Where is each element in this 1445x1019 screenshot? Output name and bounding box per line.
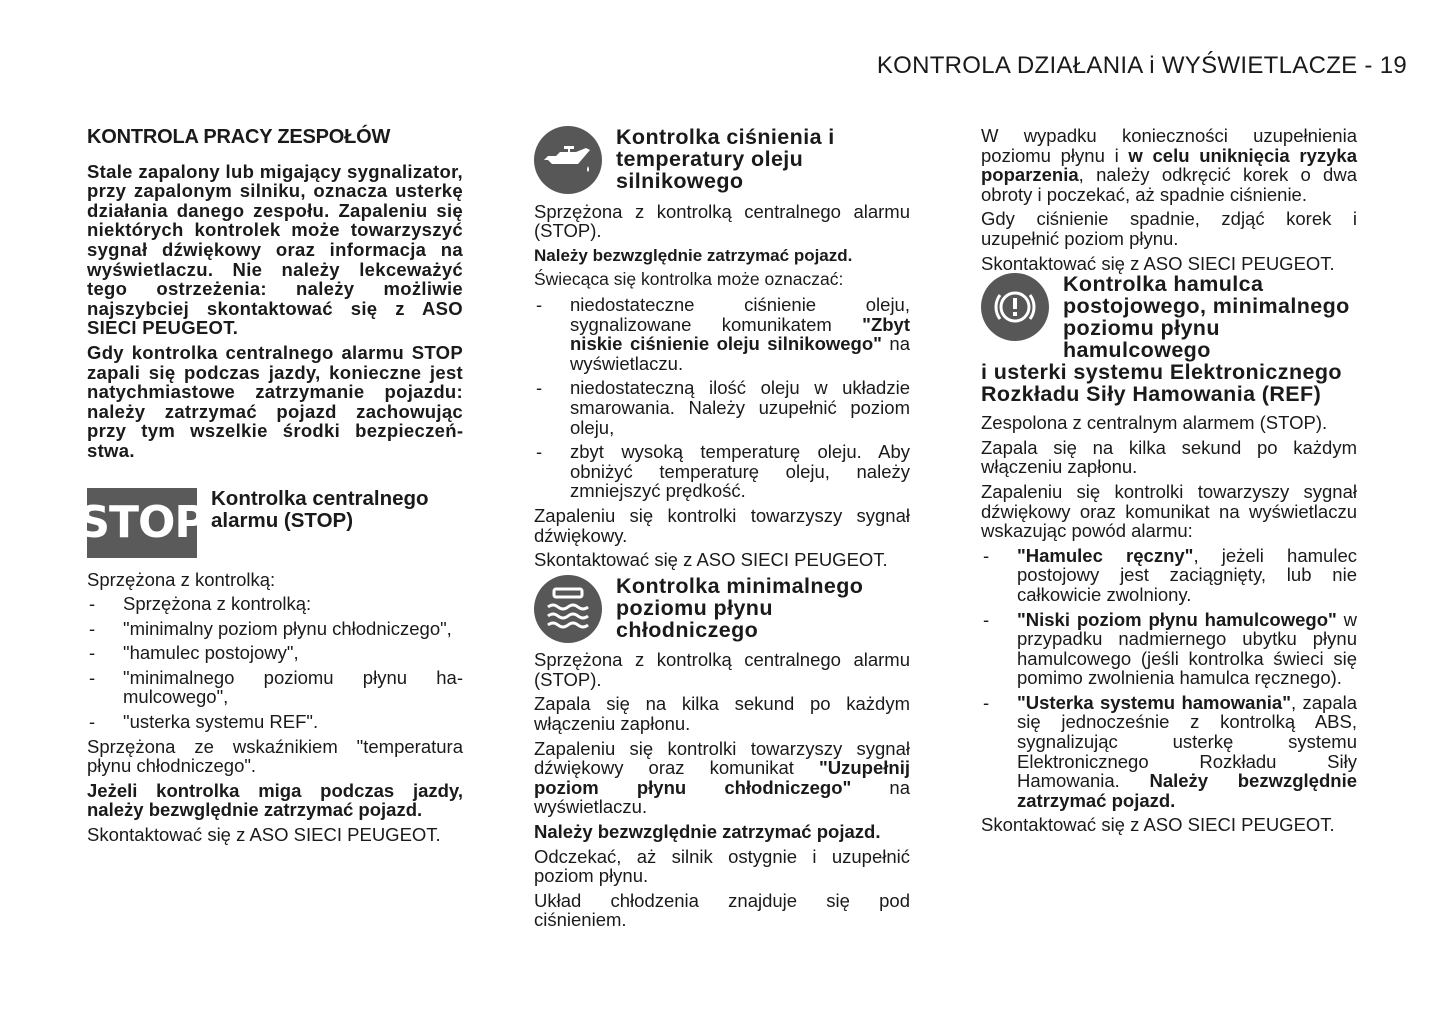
list-item: - "minimalnego poziomu płynu hamulcowego",	[87, 668, 463, 707]
list-item	[981, 693, 1357, 811]
brake-p3: Zapaleniu się kontrolki towarzyszy sygnał dźwiękowy oraz komunikat na wyświetlaczu wskazując powód alarmu:	[981, 480, 1357, 542]
col3-p3: Skontaktować się z ASO SIECI PEUGEOT.	[981, 252, 1335, 274]
stop-temp-paragraph: Sprzężona ze wskaźnikiem "temperatura płynu chłodniczego".	[87, 735, 463, 777]
list-item: - "hamulec postojowy",	[87, 643, 463, 663]
stop-title: Kontrolka centralnego alarmu (STOP)	[211, 486, 429, 532]
coolant-heading	[534, 575, 910, 647]
list-item: - niedostateczną ilość oleju w układzie smarowania. Należy uzupełnić poziom oleju,	[534, 378, 910, 437]
brake-item2-text: w przypadku nadmiernego ubytku płynu hamulcowego (jeśli kontrolka świeci się pomimo zwolnienia hamulca ręcznego).	[1017, 608, 1358, 689]
brake-title: Kontrolka hamulca postojowego, minimalnego poziomu płynu hamulcowego	[1063, 272, 1350, 363]
stop-contact: Skontaktować się z ASO SIECI PEUGEOT.	[87, 824, 441, 846]
brake-p2: Zapala się na kilka sekund po każdym włączeniu zapłonu.	[981, 436, 1357, 478]
oil-item1-message: "Zbyt niskie ciśnienie oleju silnikowego"	[570, 313, 910, 355]
coolant-p3-message: "Uzupełnij poziom płynu chłodniczego"	[534, 757, 910, 798]
oil-heading	[534, 126, 910, 198]
oil-title: Kontrolka ciśnienia i temperatury oleju silnikowego	[616, 125, 835, 193]
coolant-p1: Sprzężona z kontrolką centralnego alarmu (STOP).	[534, 649, 910, 690]
oil-item1-suffix: na wyświetlaczu.	[570, 333, 910, 374]
column-1	[78, 126, 463, 850]
brake-p4: Skontaktować się z ASO SIECI PEUGEOT.	[981, 814, 1335, 836]
column-2	[534, 126, 910, 935]
brake-item2-message: "Niski poziom płynu hamulcowego"	[1017, 608, 1337, 630]
col3-p2: Gdy ciśnienie spadnie, zdjąć korek i uzupełnić poziom płynu.	[981, 208, 1357, 249]
stop-icon	[78, 488, 206, 558]
page-header: KONTROLA DZIAŁANIA i WYŚWIETLACZE - 19	[876, 52, 1407, 79]
oil-p2: Należy bezwzględnie zatrzymać pojazd.	[534, 245, 853, 265]
brake-item3-message: "Usterka systemu hamowania"	[1017, 691, 1291, 713]
col3-p1	[981, 126, 1357, 204]
oil-can-icon	[534, 126, 602, 198]
coolant-p4: Należy bezwzględnie zatrzymać pojazd.	[534, 821, 881, 843]
col3-p1-emphasis: w celu uniknięcia ryzyka poparzenia	[981, 144, 1357, 186]
brake-item3-emphasis: Należy bezwzględnie zatrzymać pojazd.	[1017, 770, 1357, 811]
stop-warning-heading	[78, 486, 463, 558]
col3-p1-text: W wypadku konieczności uzupełnienia poziomu płynu i	[981, 125, 1357, 166]
brake-heading	[981, 273, 1357, 361]
oil-p4: Zapaleniu się kontrolki towarzyszy sygnał dźwiękowy.	[534, 504, 910, 546]
oil-p3: Świecąca się kontrolka może oznaczać:	[534, 269, 844, 290]
brake-item1-text: , jeżeli hamulec postojowy jest zaciągnięty, lub nie całkowicie zwolniony.	[1017, 544, 1357, 605]
oil-p5: Skontaktować się z ASO SIECI PEUGEOT.	[534, 549, 888, 571]
coolant-p3-text: Zapaleniu się kontrolki towarzyszy sygnał dźwiękowy oraz komunikat	[534, 737, 910, 779]
list-item	[534, 295, 910, 373]
stop-icon-text: STOP	[78, 496, 206, 548]
brake-warning-icon	[981, 273, 1049, 345]
coolant-p2: Zapala się na kilka sekund po każdym włączeniu zapłonu.	[534, 693, 910, 735]
col3-p1-suffix: , należy odkręcić korek o dwa obroty i poczekać, aż spadnie ciśnienie.	[981, 164, 1357, 205]
intro-paragraph: Stale zapalony lub migający sygnalizator, przy zapalonym silniku, oznacza usterkę działania danego zespołu. Zapaleniu się niektórych kontrolek może towarzyszyć sygnał dźwiękowy oraz informacja na wyświetlaczu. Nie należy lekceważyć tego ostrzeżenia: należy możliwie najszybciej skontaktować się z ASO SIECI PEUGEOT.	[87, 160, 463, 339]
brake-list	[981, 546, 1357, 811]
column-3	[981, 126, 1357, 840]
section-title: KONTROLA PRACY ZESPOŁÓW	[87, 126, 391, 148]
list-item	[981, 610, 1357, 688]
list-item	[981, 546, 1357, 605]
brake-p1: Zespolona z centralnym alarmem (STOP).	[981, 412, 1328, 434]
coolant-title: Kontrolka minimalnego poziomu płynu chłodniczego	[616, 573, 864, 642]
oil-p1: Sprzężona z kontrolką centralnego alarmu (STOP).	[534, 200, 910, 242]
oil-item1-text: niedostateczne ciśnienie oleju, sygnalizowane komunikatem	[570, 293, 910, 335]
list-item: - "usterka systemu REF".	[87, 712, 463, 732]
stop-intro: Sprzężona z kontrolką:	[87, 568, 276, 590]
coolant-p6: Układ chłodzenia znajduje się pod ciśnieniem.	[534, 889, 910, 931]
coolant-icon	[534, 575, 602, 647]
stop-warning-paragraph: Gdy kontrolka centralnego alarmu STOP zapali się podczas jazdy, konieczne jest natychmiastowe zatrzymanie pojazdu: należy zatrzymać pojazd zachowując przy tym wszelkie środki bezpieczeństwa.	[87, 341, 463, 461]
list-item: - Sprzężona z kontrolką:	[87, 594, 463, 614]
brake-item1-message: "Hamulec ręczny"	[1017, 544, 1194, 566]
coolant-p3	[534, 739, 910, 817]
brake-item3-text: , zapala się jednocześnie z kontrolką ABS, sygnalizując usterkę systemu Elektronicznego Rozkładu Siły Hamowania.	[1017, 691, 1358, 792]
list-item: - zbyt wysoką temperaturę oleju. Aby obniżyć temperaturę oleju, należy zmniejszyć prędkość.	[534, 442, 910, 501]
list-item: - "minimalny poziom płynu chłodniczego",	[87, 619, 463, 639]
stop-blink-warning: Jeżeli kontrolka miga podczas jazdy, należy bezwględnie zatrzymać pojazd.	[87, 779, 463, 821]
brake-title-continued: i usterki systemu Elektronicznego Rozkładu Siły Hamowania (REF)	[981, 360, 1342, 407]
stop-list	[87, 594, 463, 732]
coolant-p5: Odczekać, aż silnik ostygnie i uzupełnić poziom płynu.	[534, 845, 910, 887]
oil-list	[534, 295, 910, 501]
coolant-p3-suffix: na wyświetlaczu.	[534, 776, 910, 818]
